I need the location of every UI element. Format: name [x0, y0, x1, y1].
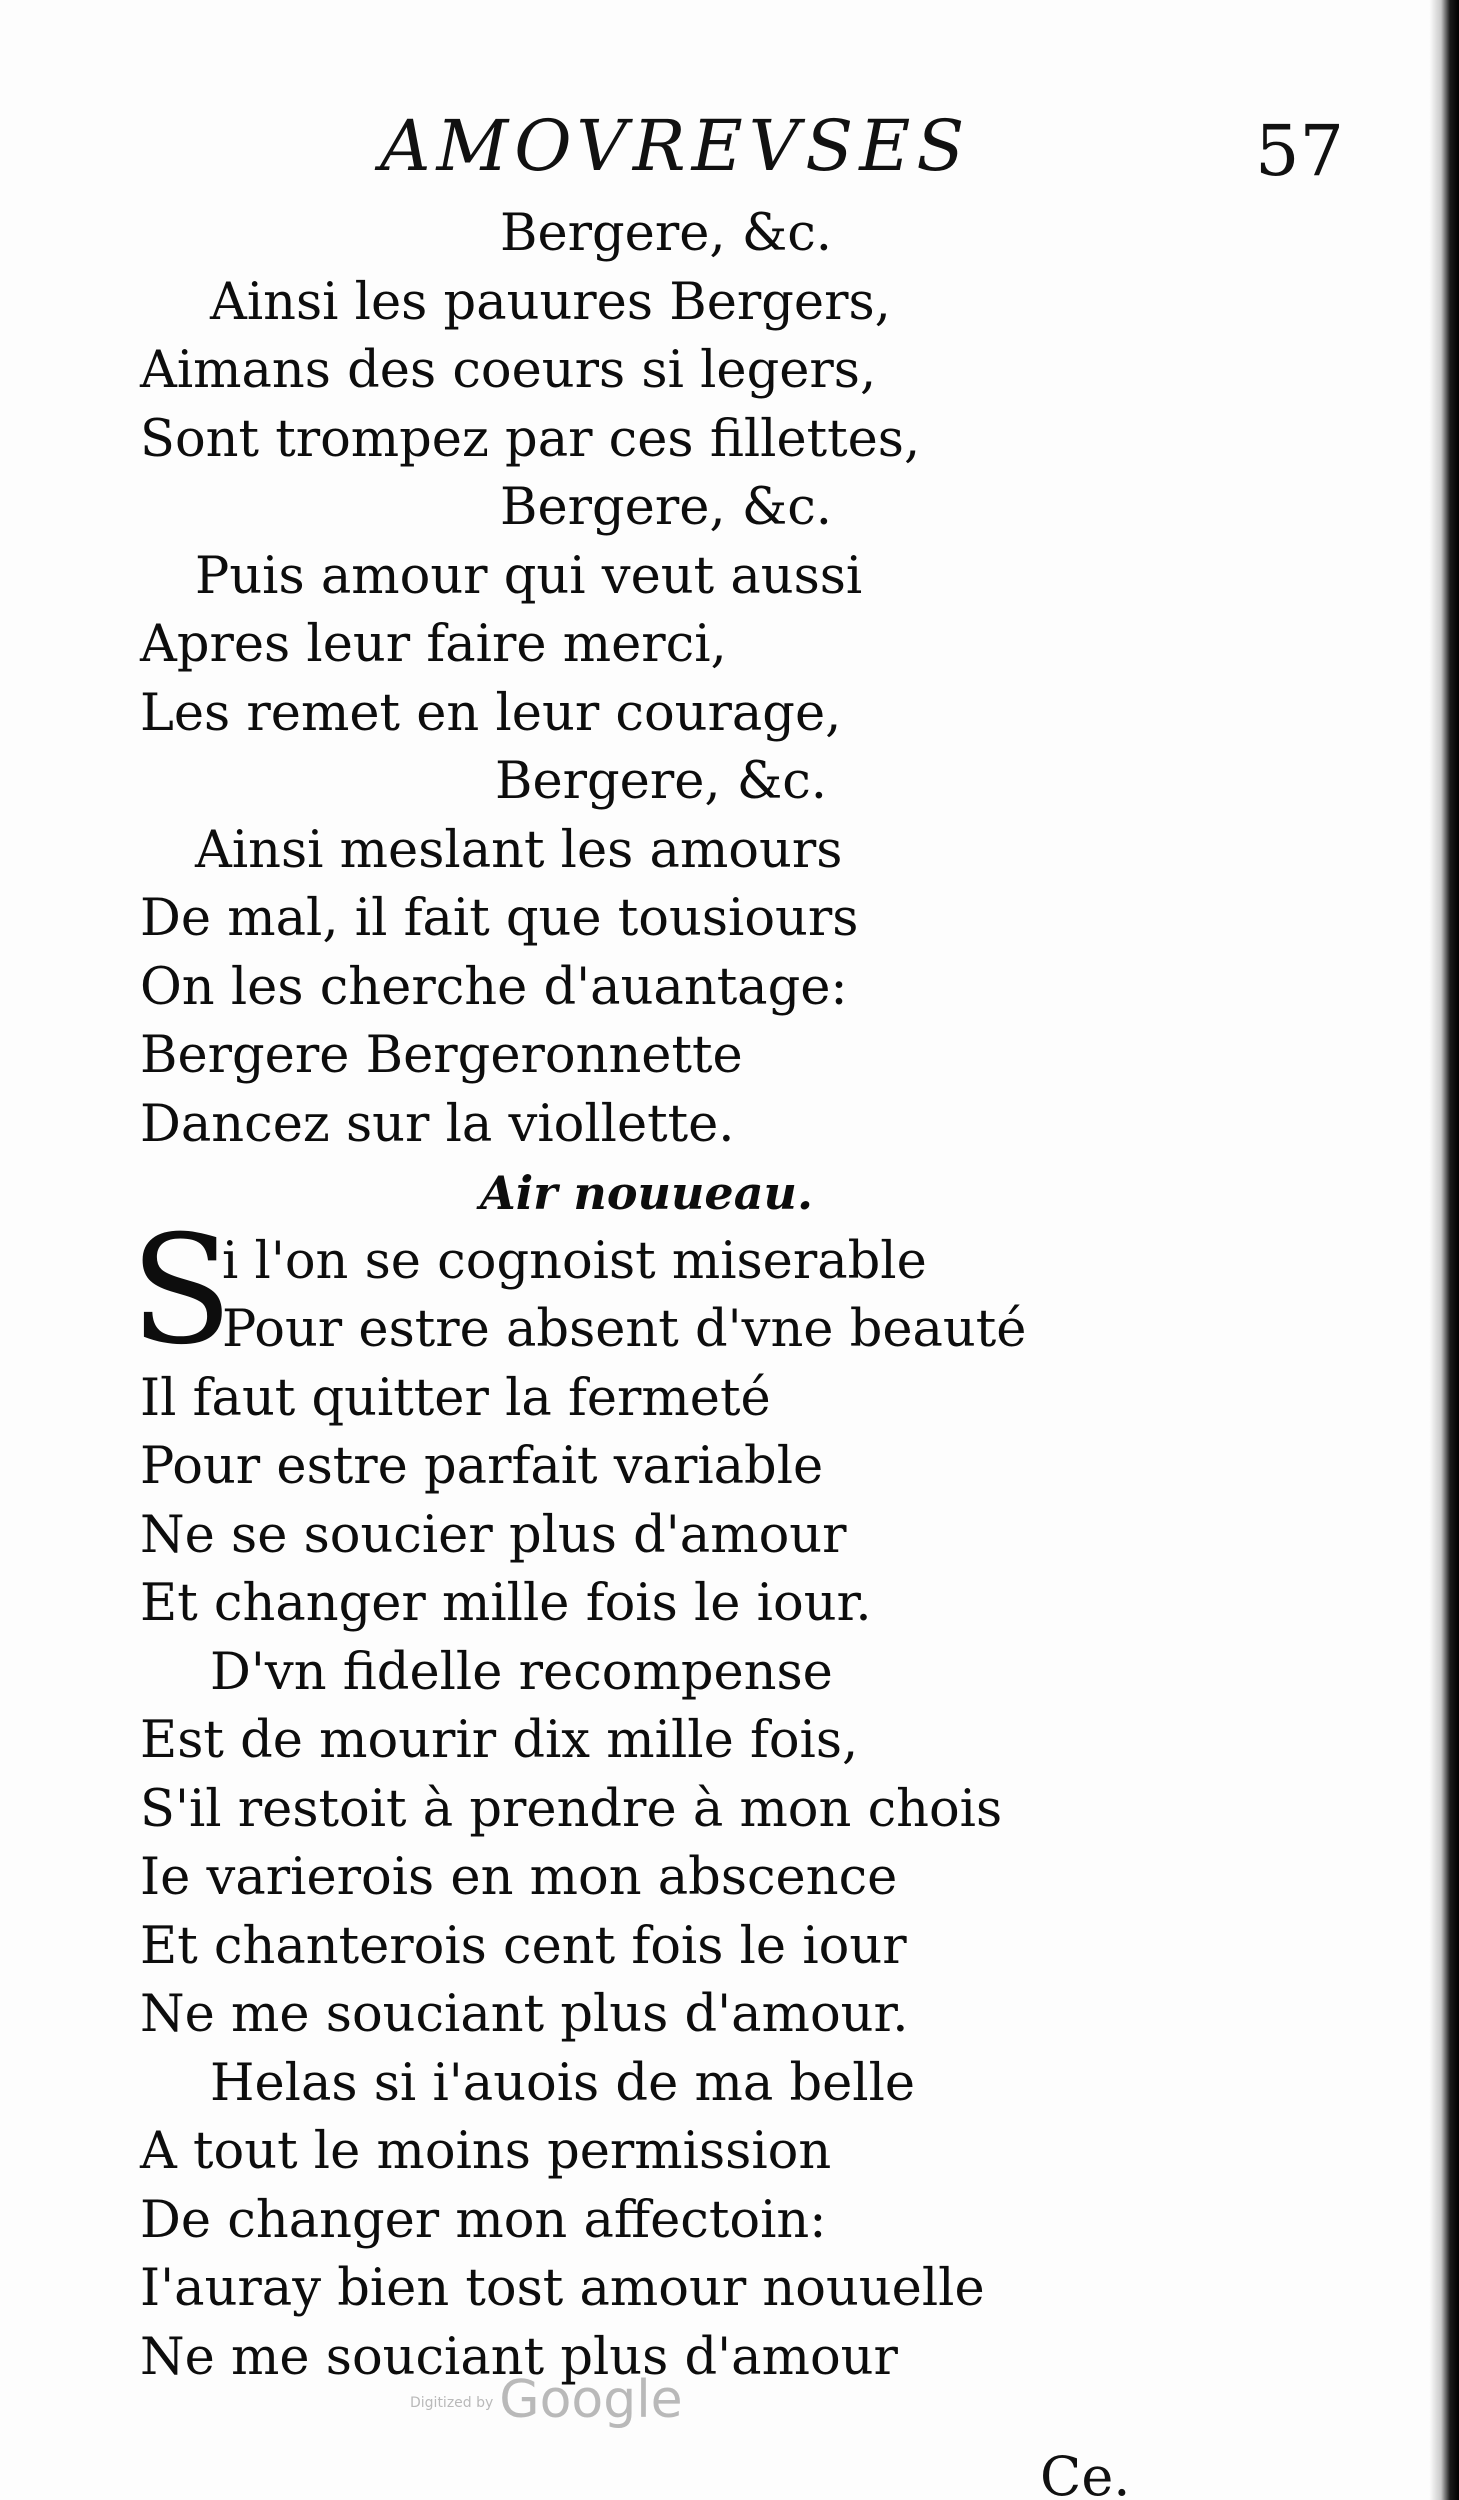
verse-line: Bergere, &c.	[500, 478, 833, 537]
verse-line: On les cherche d'auantage:	[140, 957, 848, 1017]
watermark-brand: Google	[499, 2370, 683, 2430]
verse-line: Bergere, &c.	[500, 204, 833, 263]
verse-line: Bergere Bergeronnette	[140, 1026, 743, 1085]
verse-line: Ainsi les pauures Bergers,	[210, 272, 891, 332]
verse-line: A tout le moins permission	[140, 2122, 832, 2181]
verse-line: Ie varierois en mon abscence	[140, 1848, 898, 1907]
verse-line: Pour estre parfait variable	[140, 1437, 824, 1496]
section-title: Air nouueau.	[480, 1166, 813, 1220]
verse-line: Ne me souciant plus d'amour	[140, 2327, 898, 2387]
verse-line: Il faut quitter la fermeté	[140, 1368, 771, 1428]
verse-line: Bergere, &c.	[495, 752, 828, 811]
verse-line: Helas si i'auois de ma belle	[210, 2053, 916, 2113]
verse-line: Dancez sur la viollette.	[140, 1094, 735, 1154]
verse-line: De mal, il fait que tousiours	[140, 889, 859, 948]
verse-line: Est de mourir dix mille fois,	[140, 1711, 859, 1770]
air-first-stanza	[130, 1203, 1340, 1378]
verse-line: Ne me souciant plus d'amour.	[140, 1985, 909, 2044]
verse-line: De changer mon affectoin:	[140, 2190, 827, 2250]
verse-line: I'auray bien tost amour nouuelle	[140, 2259, 985, 2318]
verse-line: Ainsi meslant les amours	[195, 820, 843, 880]
catchword: Ce.	[1040, 2445, 1131, 2500]
page-gutter-shadow	[1429, 0, 1459, 2500]
verse-line: D'vn fidelle recompense	[210, 1642, 833, 1702]
verse-line: Apres leur faire merci,	[140, 615, 727, 674]
verse-line: S'il restoit à prendre à mon chois	[140, 1779, 1003, 1839]
verse-line: Et chanterois cent fois le iour	[140, 1916, 907, 1976]
verse-line: Sont trompez par ces fillettes,	[140, 409, 921, 469]
digitization-watermark	[410, 2370, 683, 2430]
verse-line: Les remet en leur courage,	[140, 683, 842, 743]
page-number: 57	[1255, 110, 1345, 192]
watermark-prefix: Digitized by	[410, 2395, 494, 2411]
page-text	[130, 200, 1340, 2392]
verse-line: Pour estre absent d'vne beauté	[222, 1300, 1027, 1359]
verse-line: Aimans des coeurs si legers,	[140, 341, 877, 400]
verse-line: Ne se soucier plus d'amour	[140, 1505, 847, 1565]
verse-line: Puis amour qui veut aussi	[195, 546, 863, 606]
drop-cap: S	[130, 1203, 233, 1378]
running-title: AMOVREVSES	[380, 105, 971, 187]
verse-line: i l'on se cognoist miserable	[222, 1231, 927, 1291]
verse-line: Et changer mille fois le iour.	[140, 1574, 872, 1633]
